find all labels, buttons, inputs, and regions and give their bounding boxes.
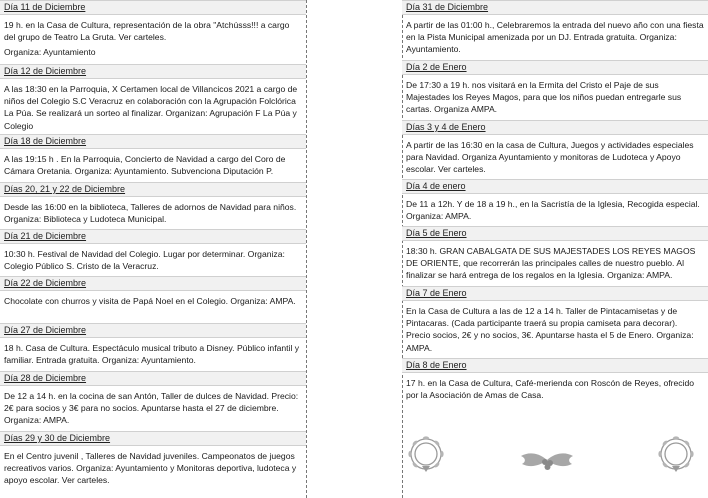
event-description: 18:30 h. GRAN CABALGATA DE SUS MAJESTADES LOS REYES MAGOS DE ORIENTE, que recorrerán las principales calles de nuestro pueblo. Al finalizar se hará entrega de los regalos en la Iglesia. Organiza: AMPA. (406, 246, 696, 281)
event-description: A partir de las 16:30 en la casa de Cultura, Juegos y actividades especiales para Navidad. Organiza Ayuntamiento y monitoras de Ludoteca y Apoyo escolar. Ver carteles. (406, 140, 694, 175)
event-date: Día 5 de Enero (402, 226, 708, 241)
event-entry (402, 286, 708, 354)
event-entry (402, 120, 708, 176)
event-entry (402, 0, 708, 56)
event-description: 19 h. en la Casa de Cultura, representación de la obra "Atchússs!!! a cargo del grupo de Teatro La Gruta. Ver carteles. (4, 20, 290, 43)
event-description: A las 18:30 en la Parroquia, X Certamen local de Villancicos 2021 a cargo de niños del Colegio S.C Veracruz en colaboración con la Agrupación Folclórica La Púa. Se realizará un sorteo al finalizar. Organizan: Agrupación F La Púa y Colegio (4, 84, 298, 131)
holly-leaves-icon (518, 442, 576, 476)
event-entry (0, 431, 306, 487)
event-date: Días 29 y 30 de Diciembre (0, 431, 306, 446)
christmas-wreath-icon (404, 432, 448, 476)
event-date: Día 8 de Enero (402, 358, 708, 373)
event-entry (402, 60, 708, 116)
christmas-wreath-icon (654, 432, 698, 476)
event-description: A las 19:15 h . En la Parroquia, Concierto de Navidad a cargo del Coro de Cámara Oretania. Organiza: Ayuntamiento. Subvenciona Diputación P. (4, 154, 286, 177)
event-description: En el Centro juvenil , Talleres de Navidad juveniles. Campeonatos de juegos recreativos varios. Organiza: Ayuntamiento y Monitoras deportiva, ludoteca y apoyo escolar. Ver carteles. (4, 451, 297, 486)
event-date: Día 28 de Diciembre (0, 371, 306, 386)
event-entry (0, 371, 306, 427)
event-date: Día 4 de enero (402, 179, 708, 194)
event-entry (402, 226, 708, 282)
event-entry (0, 323, 306, 366)
event-date: Día 2 de Enero (402, 60, 708, 75)
event-entry (402, 358, 708, 401)
fold-line-left (306, 0, 307, 498)
event-description: 17 h. en la Casa de Cultura, Café-merienda con Roscón de Reyes, ofrecido por la Asociación de Amas de Casa. (406, 378, 695, 401)
event-description: A partir de las 01:00 h., Celebraremos la entrada del nuevo año con una fiesta en la Pista Municipal amenizada por un DJ. Entrada gratuita. Organiza: Ayuntamiento. (406, 20, 704, 55)
event-date: Día 18 de Diciembre (0, 134, 306, 149)
event-entry (0, 229, 306, 272)
event-entry (0, 64, 306, 132)
event-entry (0, 134, 306, 177)
event-date: Día 22 de Diciembre (0, 276, 306, 291)
event-description: En la Casa de Cultura a las de 12 a 14 h. Taller de Pintacamisetas y de Pintacaras. (Cada participante traerá su propia camiseta para decorar). Precio socios, 2€ y no socios, 3€. Apuntarse hasta el 5 de Enero. Organiza: AMPA. (406, 306, 694, 353)
event-description: De 12 a 14 h. en la cocina de san Antón, Taller de dulces de Navidad. Precio: 2€ para socios y 3€ para no socios. Apuntarse hasta el 27 de diciembre. Organiza: AMPA. (4, 391, 299, 426)
event-date: Día 11 de Diciembre (0, 0, 306, 15)
right-column (402, 0, 708, 498)
event-date: Días 20, 21 y 22 de Diciembre (0, 182, 306, 197)
event-description: De 17:30 a 19 h. nos visitará en la Ermita del Cristo el Paje de sus Majestades los Reyes Magos, para que los niños puedan entregarle sus cartas. Organiza AMPA. (406, 80, 682, 115)
event-entry (0, 276, 306, 307)
event-date: Día 12 de Diciembre (0, 64, 306, 79)
left-column (0, 0, 306, 498)
event-description: Chocolate con churros y visita de Papá Noel en el Colegio. Organiza: AMPA. (4, 296, 296, 306)
event-description: 18 h. Casa de Cultura. Espectáculo musical tributo a Disney. Público infantil y familiar. Entrada gratuita. Organiza: Ayuntamiento. (4, 343, 300, 366)
event-date: Días 3 y 4 de Enero (402, 120, 708, 135)
decoration-footer (402, 428, 708, 498)
event-date: Día 31 de Diciembre (402, 0, 708, 15)
event-entry (402, 179, 708, 222)
event-date: Día 7 de Enero (402, 286, 708, 301)
event-entry (0, 0, 306, 59)
event-description: 10:30 h. Festival de Navidad del Colegio. Lugar por determinar. Organiza: Colegio Público S. Cristo de la Veracruz. (4, 249, 285, 272)
event-organizer: Organiza: Ayuntamiento (4, 47, 96, 58)
event-entry (0, 182, 306, 225)
event-date: Día 27 de Diciembre (0, 323, 306, 338)
event-description: Desde las 16:00 en la biblioteca, Talleres de adornos de Navidad para niños. Organiza: Biblioteca y Ludoteca Municipal. (4, 202, 297, 225)
event-description: De 11 a 12h. Y de 18 a 19 h., en la Sacristía de la Iglesia, Recogida especial. Organiza: AMPA. (406, 199, 700, 222)
event-date: Día 21 de Diciembre (0, 229, 306, 244)
